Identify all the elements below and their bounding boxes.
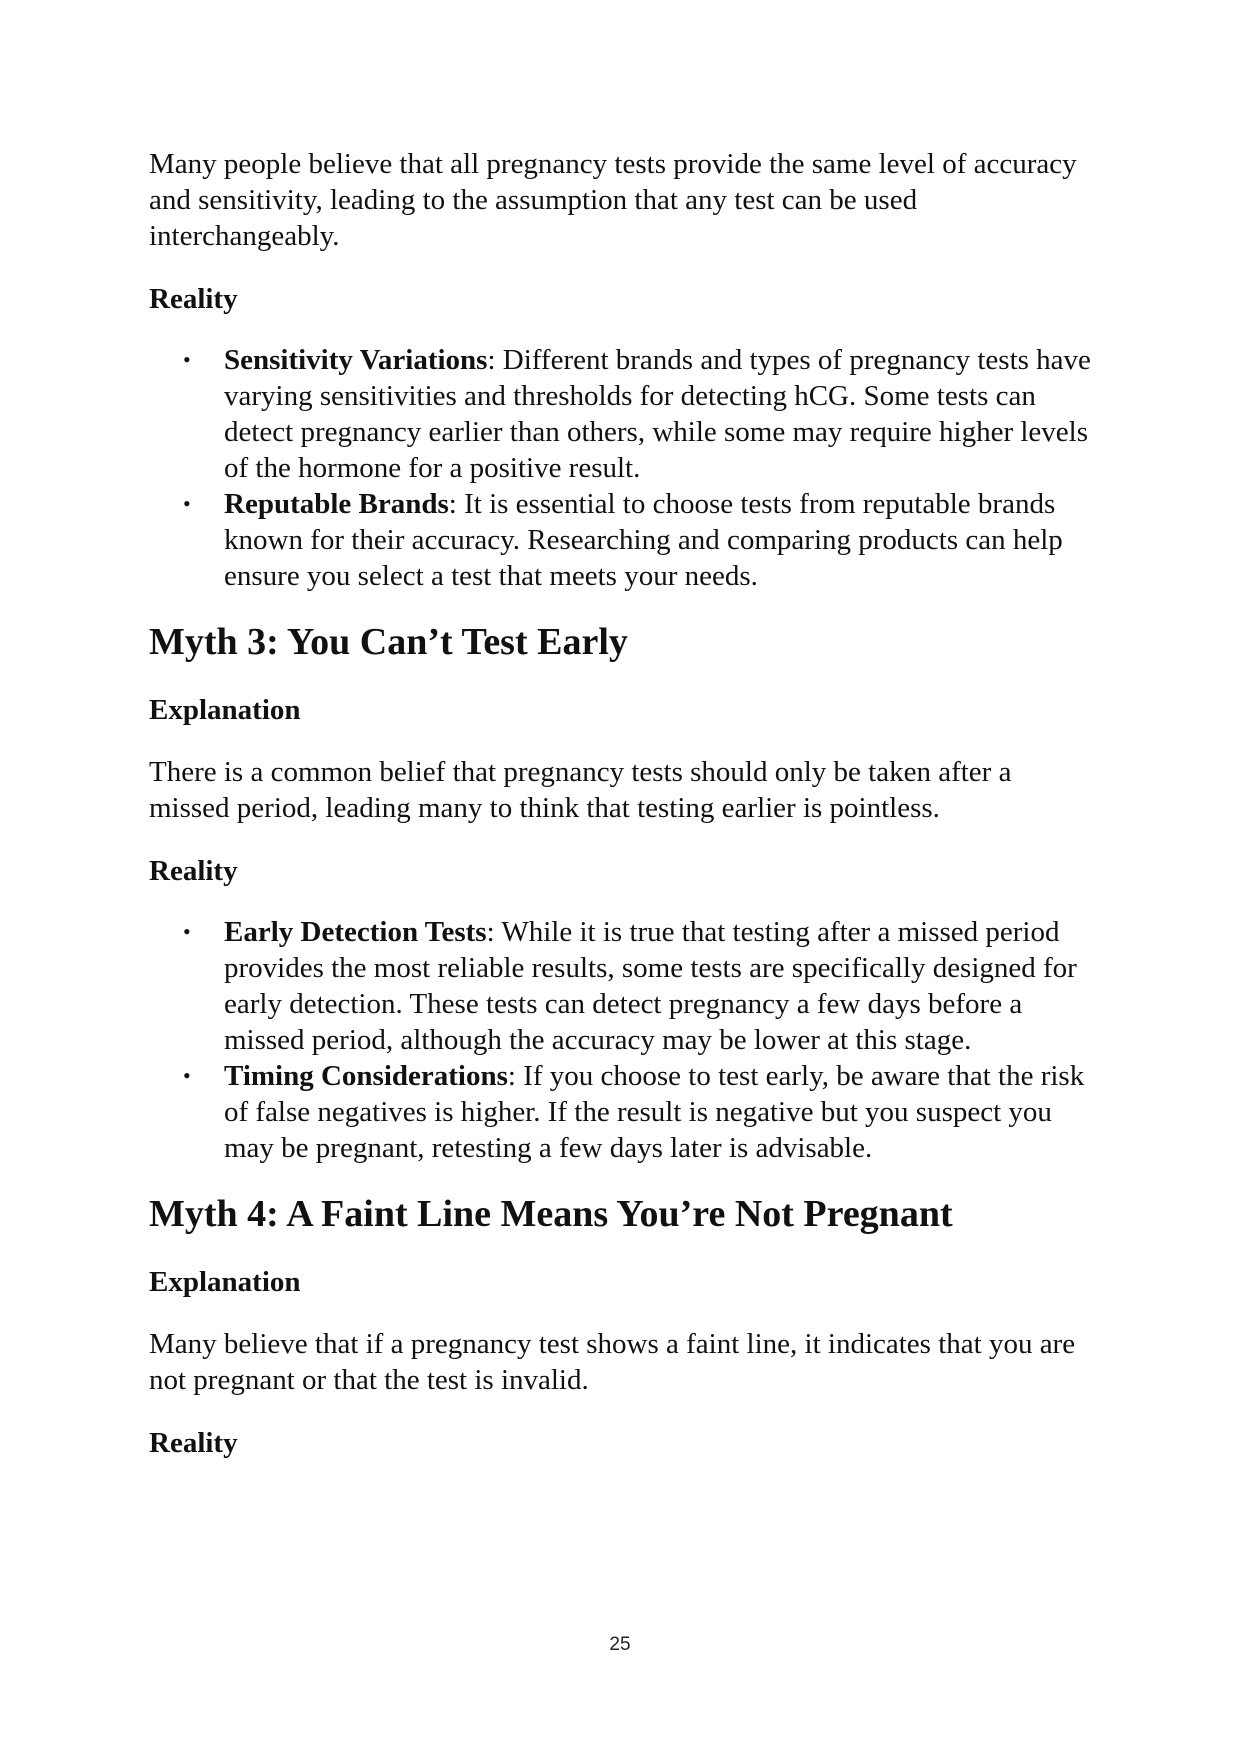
bullet-term: Early Detection Tests: [224, 916, 487, 948]
bullet-glyph: •: [183, 1063, 191, 1088]
reality-heading: Reality: [149, 1427, 238, 1459]
bullet-item-early-detection-tests: [183, 914, 1099, 1058]
page-content: [149, 146, 1099, 1461]
bullet-glyph: •: [183, 347, 191, 372]
bullet-text: : If you choose to test early, be aware that the risk of false negatives is higher. If the result is negative but you suspect you may be pregnant, retesting a few days later is advisable.: [224, 1060, 1085, 1164]
bullet-glyph: •: [183, 491, 191, 516]
myth-4-title: Myth 4: A Faint Line Means You’re Not Pregnant: [149, 1193, 953, 1235]
myth-3-title: Myth 3: You Can’t Test Early: [149, 621, 628, 663]
bullet-text: : While it is true that testing after a missed period provides the most reliable results, some tests are specifically designed for early detection. These tests can detect pregnancy a few days before a missed period, although the accuracy may be lower at this stage.: [224, 916, 1077, 1056]
page-number: 25: [609, 1634, 631, 1655]
myth-3-bullet-list: [149, 914, 1099, 1166]
explanation-heading: Explanation: [149, 694, 301, 726]
bullet-item-sensitivity-variations: [183, 342, 1099, 486]
bullet-term: Sensitivity Variations: [224, 344, 488, 376]
bullet-text: : Different brands and types of pregnancy tests have varying sensitivities and thresholds for detecting hCG. Some tests can detect pregnancy earlier than others, while some may require higher levels of the hormone for a positive result.: [224, 344, 1091, 484]
bullet-glyph: •: [183, 919, 191, 944]
explanation-heading: Explanation: [149, 1266, 301, 1298]
reality-heading: Reality: [149, 283, 238, 315]
intro-paragraph: Many people believe that all pregnancy tests provide the same level of accuracy and sensitivity, leading to the assumption that any test can be used interchangeably.: [149, 148, 1077, 252]
bullet-text: : It is essential to choose tests from reputable brands known for their accuracy. Researching and comparing products can help ensure you select a test that meets your needs.: [224, 488, 1063, 592]
myth-3-explanation: There is a common belief that pregnancy tests should only be taken after a missed period, leading many to think that testing earlier is pointless.: [149, 756, 1012, 824]
bullet-term: Reputable Brands: [224, 488, 449, 520]
reality-heading: Reality: [149, 855, 238, 887]
myth-4-explanation: Many believe that if a pregnancy test shows a faint line, it indicates that you are not pregnant or that the test is invalid.: [149, 1328, 1076, 1396]
bullet-term: Timing Considerations: [224, 1060, 508, 1092]
bullet-item-timing-considerations: [183, 1058, 1099, 1166]
reality-bullet-list: [149, 342, 1099, 594]
bullet-item-reputable-brands: [183, 486, 1099, 594]
